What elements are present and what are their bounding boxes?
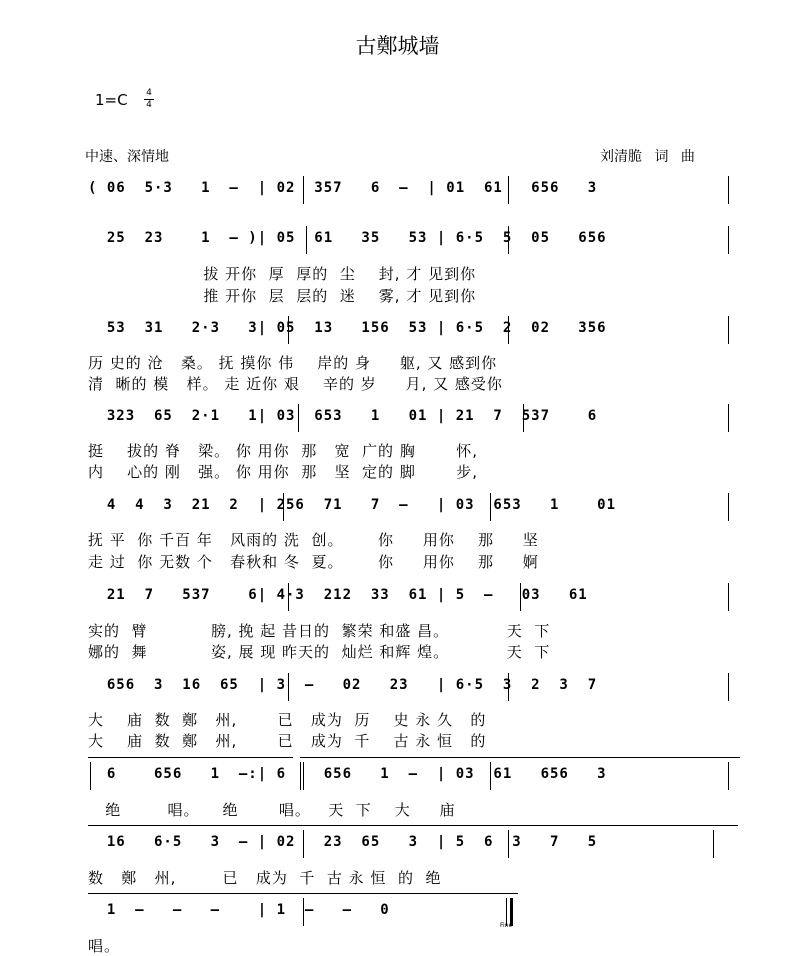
notation-line-8 <box>88 762 748 790</box>
lyric-line: 大 庙 数 鄭 州, 已 成为 历 史 永 久 的 <box>88 711 487 729</box>
lyric-line: 数 鄭 州, 已 成为 千 古 永 恒 的 绝 <box>88 869 442 887</box>
barline <box>728 226 729 254</box>
notes: 21 7 537 6| 4·3 212 33 61 | 5 — 03 61 <box>88 587 588 603</box>
notes: 16 6·5 3 — | 02 23 65 3 | 5 6 3 7 5 <box>88 834 598 850</box>
barline <box>288 316 289 344</box>
barline <box>490 493 491 521</box>
barline <box>728 316 729 344</box>
lyric-line: 走 过 你 无数 个 春秋和 冬 夏。 你 用你 那 婀 <box>88 553 539 571</box>
author-credit: 刘清脆 词 曲 <box>600 149 695 165</box>
notation-line-10 <box>88 898 748 926</box>
section-line <box>88 825 738 826</box>
lyric-line: 大 庙 数 鄭 州, 已 成为 千 古 永 恒 的 <box>88 732 487 750</box>
lyric-line: 唱。 <box>88 937 121 955</box>
lyric-line: 挺 拔的 脊 梁。 你 用你 那 宽 广的 胸 怀, <box>88 442 478 460</box>
barline <box>523 404 524 432</box>
barline <box>90 762 91 790</box>
lyric-line: 清 晰的 模 样。 走 近你 艰 辛的 岁 月, 又 感受你 <box>88 375 503 393</box>
barline <box>303 898 304 926</box>
barline <box>283 493 284 521</box>
notes: 6 656 1 —:| 6 656 1 — | 03 61 656 3 <box>88 766 607 782</box>
notes: ( 06 5·3 1 — | 02 357 6 — | 01 61 656 3 <box>88 180 598 196</box>
barline <box>490 762 491 790</box>
meter-bottom: 4 <box>144 99 154 111</box>
barline <box>303 830 304 858</box>
notation-line-4 <box>88 404 748 432</box>
notes: 323 65 2·1 1| 03 653 1 01 | 21 7 537 6 <box>88 408 598 424</box>
fine-marking: Fine <box>500 922 513 929</box>
barline <box>728 583 729 611</box>
barline <box>728 762 729 790</box>
song-title: 古鄭城墙 <box>355 34 440 58</box>
notation-line-2 <box>88 226 748 254</box>
barline <box>508 830 509 858</box>
notation-line-7 <box>88 673 748 701</box>
barline <box>508 176 509 204</box>
lyric-line: 抚 平 你 千百 年 风雨的 洗 创。 你 用你 那 坚 <box>88 531 539 549</box>
barline <box>713 830 714 858</box>
barline <box>728 176 729 204</box>
barline <box>303 176 304 204</box>
notes: 25 23 1 — )| 05 61 35 53 | 6·5 5 05 656 <box>88 230 607 246</box>
notes: 53 31 2·3 3| 05 13 156 53 | 6·5 2 02 356 <box>88 320 607 336</box>
notes: 656 3 16 65 | 3 — 02 23 | 6·5 3 2 3 7 <box>88 677 598 693</box>
section-line <box>88 893 518 894</box>
lyric-line: 历 史的 沧 桑。 抚 摸你 伟 岸的 身 躯, 又 感到你 <box>88 354 498 372</box>
barline <box>508 673 509 701</box>
notation-line-6 <box>88 583 748 611</box>
barline <box>520 583 521 611</box>
second-ending-bracket <box>300 757 740 758</box>
barline <box>508 226 509 254</box>
lyric-line: 娜的 舞 姿, 展 现 昨天的 灿烂 和辉 煌。 天 下 <box>88 643 551 661</box>
lyric-line: 绝 唱。 绝 唱。 天 下 大 庙 <box>88 801 456 819</box>
repeat-barline <box>303 762 304 790</box>
notation-line-1 <box>88 176 748 204</box>
meter-top: 4 <box>146 88 152 98</box>
barline <box>288 673 289 701</box>
lyric-line: 实的 臂 膀, 挽 起 昔日的 繁荣 和盛 昌。 天 下 <box>88 622 551 640</box>
notes: 1 — — — | 1 — — 0 <box>88 902 390 918</box>
barline <box>306 226 307 254</box>
barline <box>728 493 729 521</box>
notes: 4 4 3 21 2 | 256 71 7 — | 03 653 1 01 <box>88 497 617 513</box>
tempo-marking: 中速、深情地 <box>85 149 169 165</box>
lyric-line: 拔 开你 厚 厚的 尘 封, 才 见到你 <box>88 265 477 283</box>
barline <box>288 583 289 611</box>
lyric-line: 内 心的 刚 强。 你 用你 那 坚 定的 脚 步, <box>88 463 478 481</box>
barline <box>728 673 729 701</box>
notation-line-9 <box>88 830 748 858</box>
repeat-barline <box>300 762 301 790</box>
barline <box>298 404 299 432</box>
notation-line-3 <box>88 316 748 344</box>
barline <box>728 404 729 432</box>
notation-line-5 <box>88 493 748 521</box>
barline <box>508 316 509 344</box>
lyric-line: 推 开你 层 层的 迷 雾, 才 见到你 <box>88 287 477 305</box>
time-signature <box>144 88 154 111</box>
first-ending-bracket <box>88 757 293 758</box>
key-signature: 1=C <box>95 91 128 109</box>
